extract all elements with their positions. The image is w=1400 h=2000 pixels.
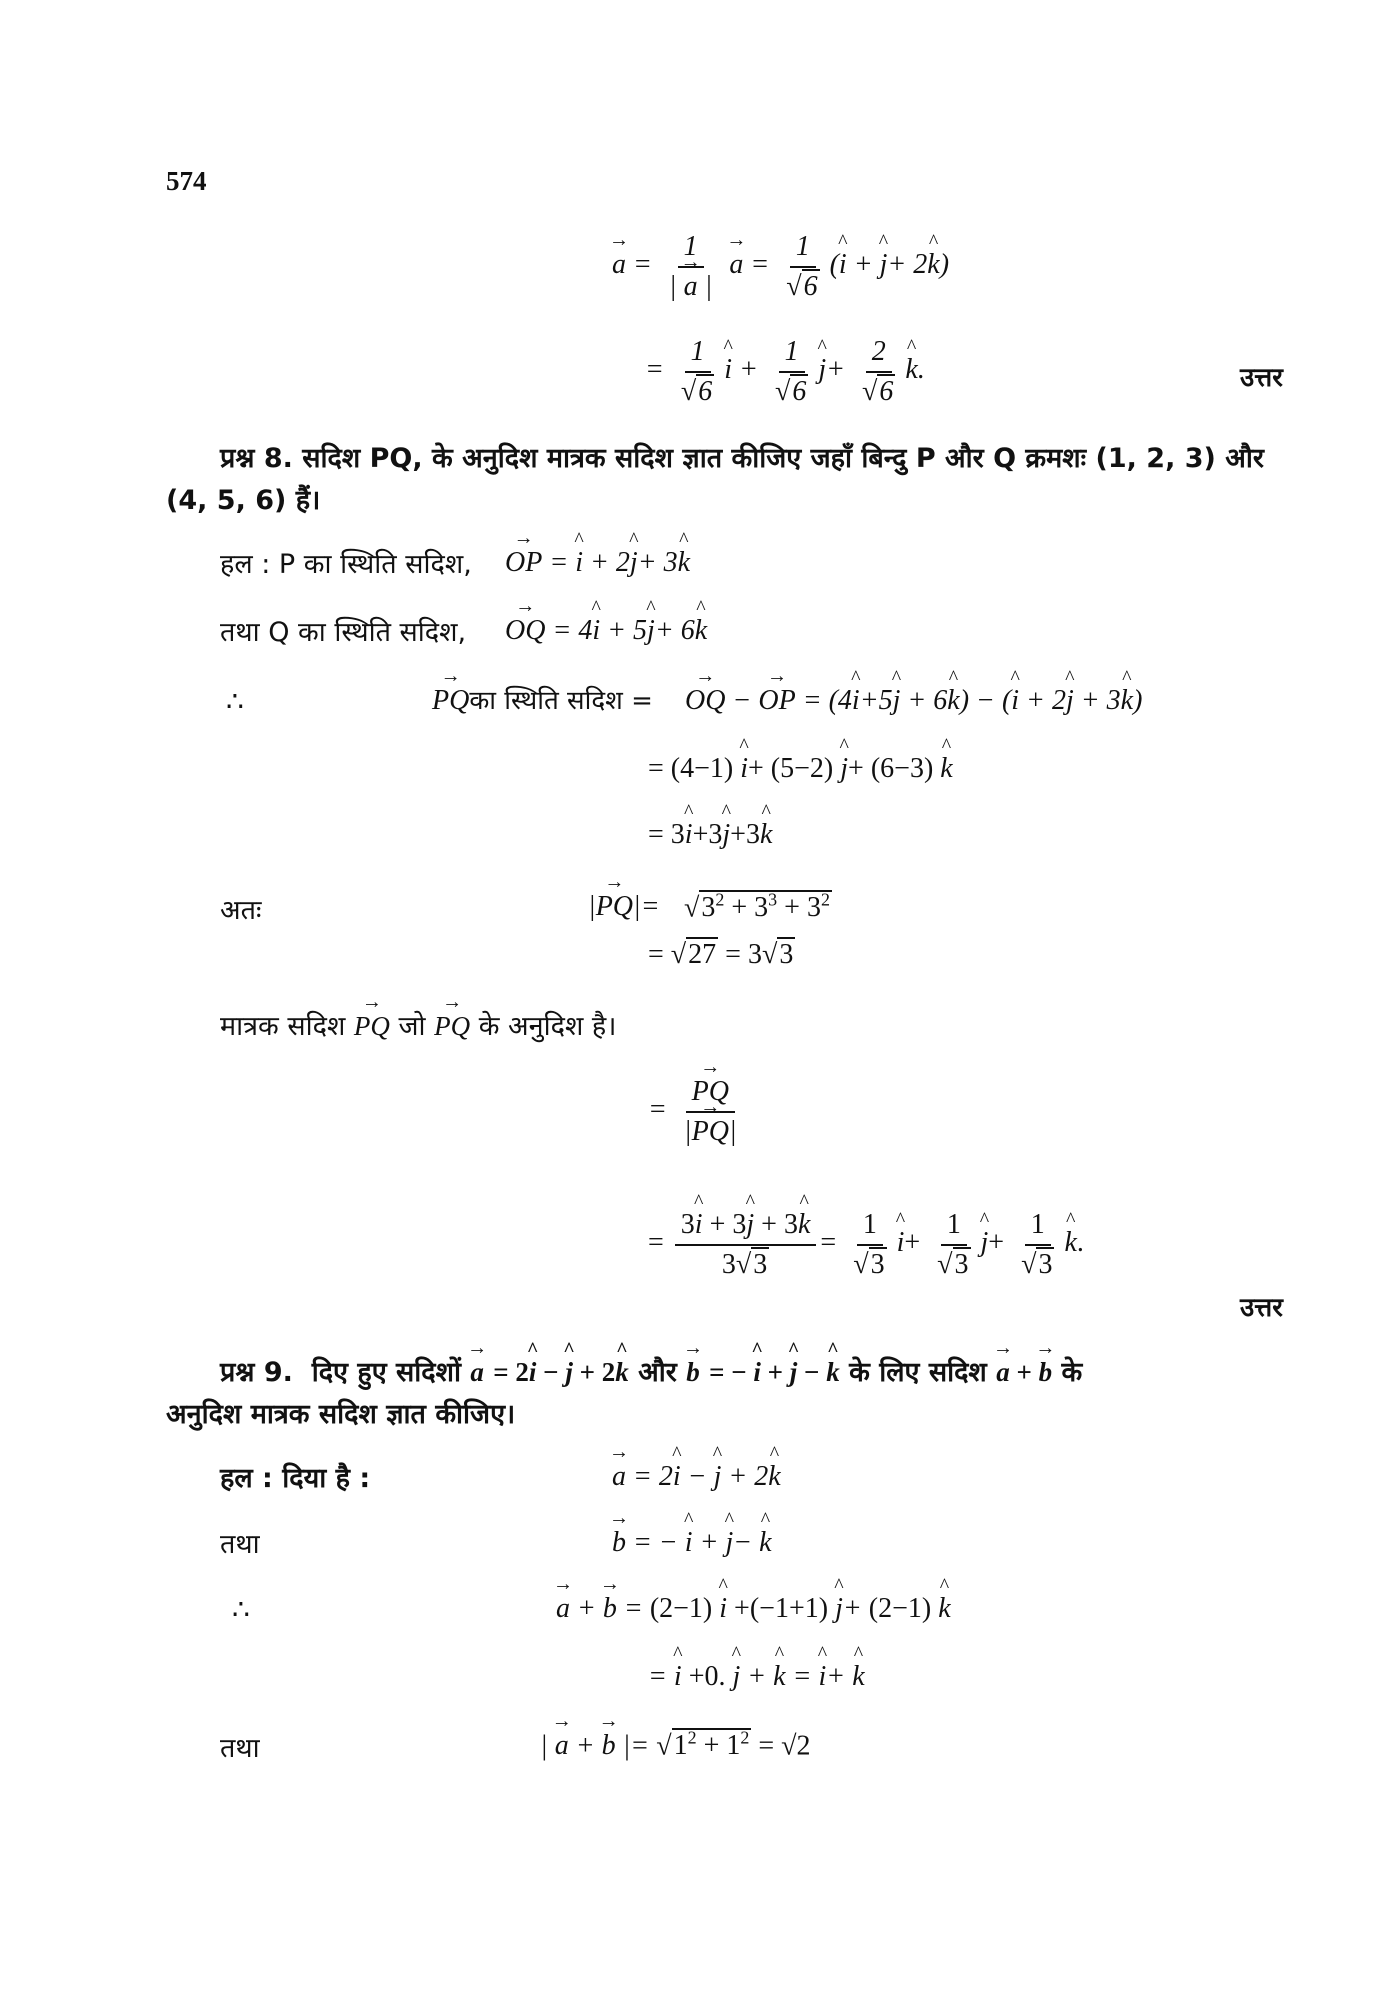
q9-magnitude-expression: | → a + → b |= $√1^2 + 1^2 = √2$ [540, 1728, 811, 1763]
page-number: 574 [166, 166, 207, 196]
q8-unit-expression-2: = $\frac{3\^{} i + 3\^{} j + 3\^{} k}{3√3}$ = $\frac{1}{√3}$ ^ i+ $\frac{1}{√3}$ ^ j+ $\frac{1}{√3}$ ^ k. [648, 1208, 1084, 1281]
q8-solution-label-1: हल : P का स्थिति सदिश, [220, 549, 472, 580]
q9-question-line2: अनुदिश मात्रक सदिश ज्ञात कीजिए। [166, 1399, 516, 1430]
q9-and-label-2: तथा [220, 1733, 260, 1764]
q8-hence-label: अतः [220, 895, 262, 926]
q8-question-line1: प्रश्न 8. सदिश PQ, के अनुदिश मात्रक सदिश ज्ञात कीजिए जहाँ बिन्दु P और Q क्रमशः (1, 2, 3) और [220, 443, 1264, 474]
answer-label-intro: उत्तर [1240, 363, 1283, 393]
q8-pq-label: → PQका स्थिति सदिश = [432, 684, 653, 718]
q8-magnitude-expression-2: = √27 = 3√3 [648, 939, 794, 970]
q8-unit-expression-1: = → $\frac{PQ}{|\to PQ|}$ [648, 1075, 747, 1148]
q9-sum-expression-1: → a + → b = (2−1) ^ i +(−1+1) ^ j+ (2−1) ^ k [556, 1592, 951, 1626]
answer-label-q8: उत्तर [1240, 1293, 1283, 1323]
q9-a-expression: → a = 2^ i − ^ j + 2^ k [612, 1460, 781, 1494]
q8-pq-expression-2: = (4−1) ^ i+ (5−2) ^ j+ (6−3) ^ k [648, 752, 953, 786]
q9-therefore-symbol: ∴ [232, 1595, 250, 1626]
q8-solution-label-2: तथा Q का स्थिति सदिश, [220, 617, 467, 648]
q8-op-expression: → OP = ^ i + 2^ j+ 3^ k [505, 546, 690, 580]
q8-question-line2: (4, 5, 6) हैं। [166, 485, 321, 516]
q9-and-label: तथा [220, 1529, 260, 1560]
q9-sum-expression-2: = ^ i +0. ^ j + ^ k = ^ i+ ^ k [648, 1660, 865, 1694]
q8-magnitude-lhs: |→ PQ|= [588, 890, 660, 924]
q8-therefore-symbol: ∴ [226, 687, 244, 718]
q8-pq-expression-1: → OQ − → OP = (4^ i+5^ j + 6^ k) − (^ i + 2^ j + 3^ k) [685, 684, 1142, 718]
q8-oq-expression: → OQ = 4^ i + 5^ j+ 6^ k [505, 614, 707, 648]
q8-unit-vector-text: मात्रक सदिश → PQ जो → PQ के अनुदिश है। [220, 1010, 617, 1044]
q9-given-label: हल : दिया है : [220, 1463, 371, 1494]
q9-question-line1: प्रश्न 9. दिए हुए सदिशों → a = 2^ i − ^ j + 2^ k और → b = − ^ i + ^ j − ^ k के लिए सदिश → a + → b के [220, 1356, 1082, 1390]
q8-pq-expression-3: = 3^ i+3^ j+3^ k [648, 818, 772, 852]
intro-equation-2: = $\frac{1}{√6}$ ^ i + $\frac{1}{√6}$ ^ j+ $\frac{2}{√6}$ ^ k. [645, 335, 925, 408]
q8-magnitude-expression-1: $√3^2 + 3^3 + 3^2$ [684, 890, 830, 924]
intro-equation-1: → a = $\frac{1}{| \to a |}$ → a = $\frac{1}{√6}$ (^ i + ^ j+ 2^ k) [612, 230, 949, 303]
q9-b-expression: → b = − ^ i + ^ j− ^ k [612, 1526, 772, 1560]
